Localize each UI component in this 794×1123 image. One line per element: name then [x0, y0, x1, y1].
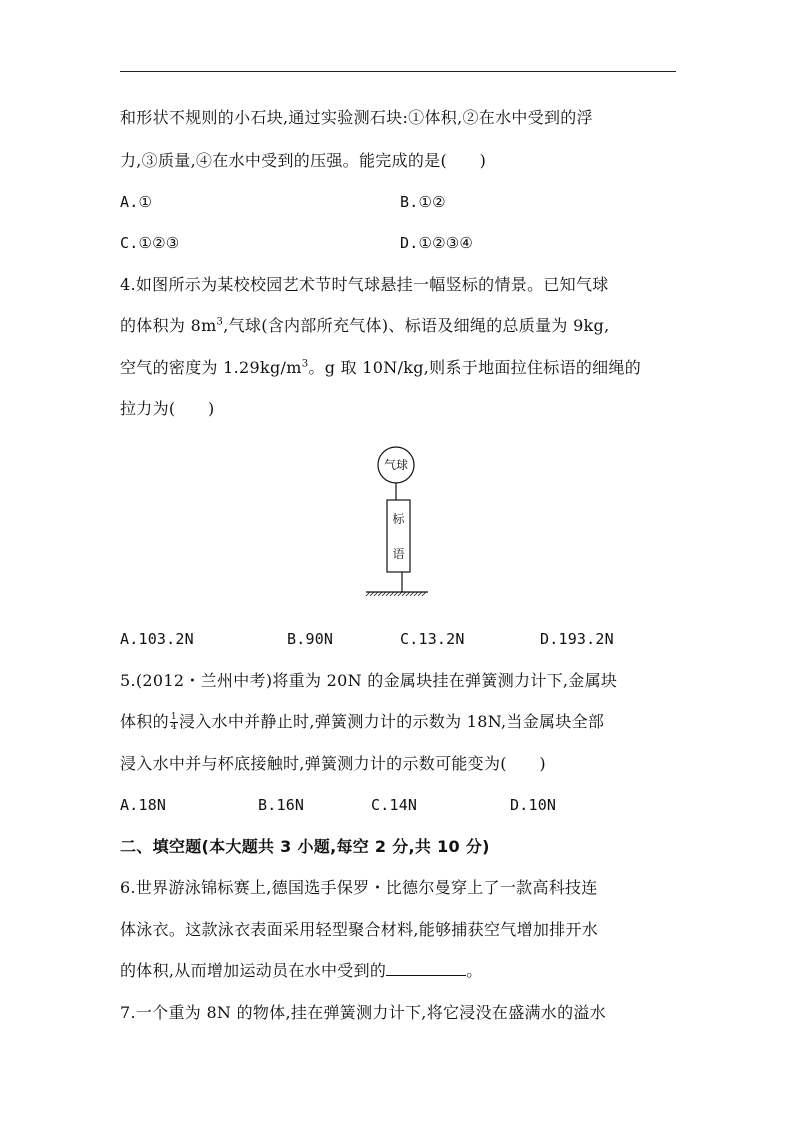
q4-line-2-b: ,气球(含内部所充气体)、标语及细绳的总质量为 9kg, [223, 316, 610, 335]
banner-char-2: 语 [392, 547, 405, 561]
q5-option-d: D.10N [510, 796, 557, 814]
q6-answer-blank[interactable] [386, 961, 466, 976]
q5-line-2-b: 浸入水中并静止时,弹簧测力计的示数为 18N,当金属块全部 [178, 712, 605, 731]
q7-line-1: 7.一个重为 8N 的物体,挂在弹簧测力计下,将它浸没在盛满水的溢水 [120, 1003, 606, 1022]
q5-option-c: C.14N [371, 796, 418, 814]
q4-option-b: B.90N [287, 630, 334, 648]
header-rule [120, 71, 676, 72]
q3-line-1: 和形状不规则的小石块,通过实验测石块:①体积,②在水中受到的浮 [120, 108, 593, 127]
q4-line-1: 4.如图所示为某校校园艺术节时气球悬挂一幅竖标的情景。已知气球 [120, 275, 609, 294]
section-2-heading: 二、填空题(本大题共 3 小题,每空 2 分,共 10 分) [120, 837, 490, 856]
q4-line-3-a: 空气的密度为 1.29kg/m [120, 358, 302, 377]
q4-line-4: 拉力为( ) [120, 399, 215, 418]
q4-line-3 [120, 357, 641, 379]
banner-rect [387, 500, 410, 572]
q4-line-2 [120, 315, 609, 337]
q5-frac-num: 1 [170, 712, 177, 722]
q4-line-2-a: 的体积为 8m [120, 316, 217, 335]
q5-option-b: B.16N [258, 796, 305, 814]
q4-line-3-sup: 3 [301, 358, 309, 370]
q6-line-3-a: 的体积,从而增加运动员在水中受到的 [120, 961, 387, 980]
q5-frac-den: 4 [170, 722, 177, 732]
q4-line-3-b: 。g 取 10N/kg,则系于地面拉住标语的细绳的 [308, 358, 642, 377]
q3-option-d: D.①②③④ [400, 234, 474, 252]
q5-line-2-a: 体积的 [120, 712, 169, 731]
q5-line-2 [120, 711, 604, 733]
q4-option-a: A.103.2N [120, 630, 194, 648]
q3-option-c: C.①②③ [120, 234, 180, 252]
q3-line-2: 力,③质量,④在水中受到的压强。能完成的是( ) [120, 151, 487, 170]
q5-line-3: 浸入水中并与杯底接触时,弹簧测力计的示数可能变为( ) [120, 754, 546, 773]
q3-option-b: B.①② [400, 193, 446, 211]
q6-line-3 [120, 960, 483, 982]
balloon-banner-figure [360, 440, 450, 605]
q4-option-d: D.193.2N [540, 630, 614, 648]
q6-line-3-b: 。 [466, 961, 483, 980]
q4-line-2-sup: 3 [216, 316, 224, 328]
banner-char-1: 标 [392, 512, 405, 526]
q5-line-1: 5.(2012・兰州中考)将重为 20N 的金属块挂在弹簧测力计下,金属块 [120, 671, 618, 690]
q4-option-c: C.13.2N [400, 630, 465, 648]
q5-fraction [170, 713, 178, 732]
q6-line-1: 6.世界游泳锦标赛上,德国选手保罗・比德尔曼穿上了一款高科技连 [120, 878, 598, 897]
q3-option-a: A.① [120, 193, 153, 211]
balloon-label: 气球 [383, 458, 409, 472]
q6-line-2: 体泳衣。这款泳衣表面采用轻型聚合材料,能够捕获空气增加排开水 [120, 920, 599, 939]
q5-option-a: A.18N [120, 796, 167, 814]
